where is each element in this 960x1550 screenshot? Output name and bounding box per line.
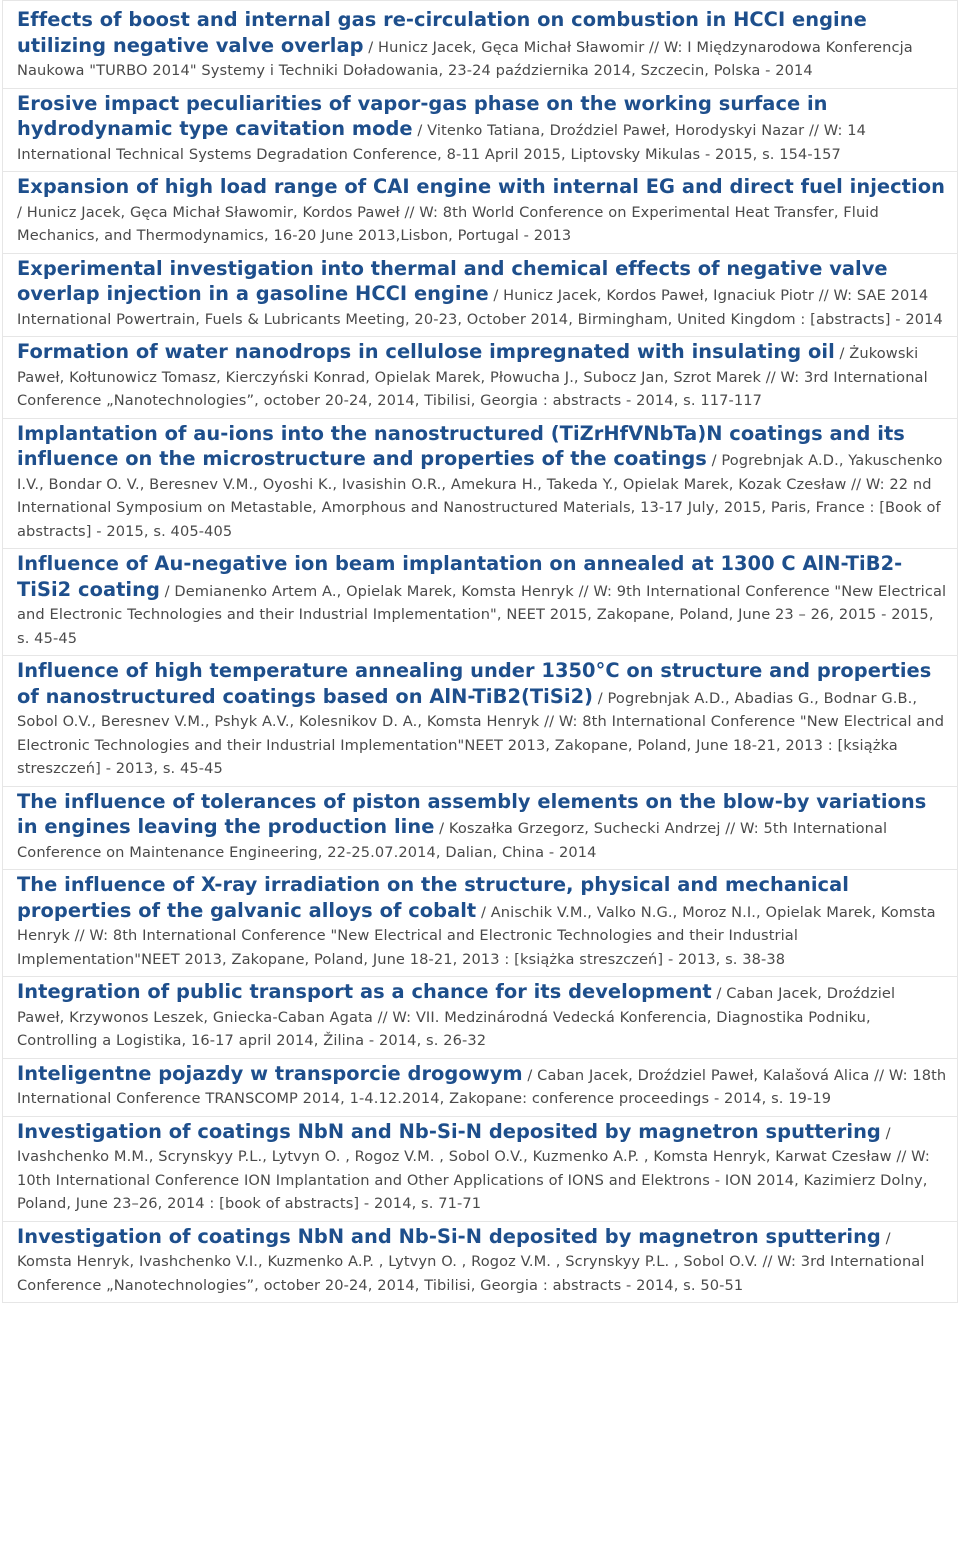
publication-details: / Caban Jacek, Droździel Paweł, Kalašová Alica // W: 18th International Conference TRANSCOMP 2014, 1-4.12.2014, Zakopane: conference proceedings - 2014, s. 19-19 [17, 1066, 947, 1107]
publication-details: / Pogrebnjak A.D., Abadias G., Bodnar G.B., Sobol O.V., Beresnev V.M., Pshyk A.V., Kolesnikov D. A., Komsta Henryk // W: 8th International Conference "New Electrical and Electronic Technologies and their Industrial Implementation"NEET 2013, Zakopane, Poland, June 18-21, 2013 : [książka streszczeń] - 2013, s. 45-45 [17, 689, 945, 777]
publication-title[interactable]: Inteligentne pojazdy w transporcie drogowym [17, 1061, 523, 1085]
publication-title[interactable]: Erosive impact peculiarities of vapor-gas phase on the working surface in hydrodynamic type cavitation mode [17, 91, 828, 140]
publication-entry [2, 1059, 958, 1117]
publication-title[interactable]: Influence of Au-negative ion beam implantation on annealed at 1300 C AlN-TiB2-TiSi2 coating [17, 552, 903, 601]
publication-details: / Hunicz Jacek, Gęca Michał Sławomir, Kordos Paweł // W: 8th World Conference on Experimental Heat Transfer, Fluid Mechanics, and Thermodynamics, 16-20 June 2013,Lisbon, Portugal - 2013 [17, 203, 879, 244]
publication-title[interactable]: Effects of boost and internal gas re-circulation on combustion in HCCI engine utilizing negative valve overlap [17, 8, 867, 57]
publication-entry [2, 1222, 958, 1304]
publication-details: / Komsta Henryk, Ivashchenko V.I., Kuzmenko A.P. , Lytvyn O. , Rogoz V.M. , Scrynskyy P.L. , Sobol O.V. // W: 3rd International Conference „Nanotechnologies”, october 20-24, 2014, Tibilisi, Georgia : abstracts - 2014, s. 50-51 [17, 1229, 925, 1294]
publication-details: / Demianenko Artem A., Opielak Marek, Komsta Henryk // W: 9th International Conference "New Electrical and Electronic Technologies and their Industrial Implementation", NEET 2015, Zakopane, Poland, June 23 – 26, 2015 - 2015, s. 45-45 [17, 582, 947, 647]
publication-entry [2, 89, 958, 173]
publication-list [2, 0, 958, 1303]
publication-title[interactable]: Investigation of coatings NbN and Nb-Si-N deposited by magnetron sputtering [17, 1119, 881, 1143]
publication-title[interactable]: The influence of tolerances of piston assembly elements on the blow-by variations in engines leaving the production line [17, 789, 927, 838]
publication-title[interactable]: Influence of high temperature annealing under 1350°C on structure and properties of nanostructured coatings based on AlN-TiB2(TiSi2) [17, 659, 932, 708]
publication-details: / Koszałka Grzegorz, Suchecki Andrzej // W: 5th International Conference on Maintenance Engineering, 22-25.07.2014, Dalian, China - 2014 [17, 820, 888, 861]
publication-entry [2, 172, 958, 254]
publication-entry [2, 549, 958, 656]
publication-title[interactable]: Investigation of coatings NbN and Nb-Si-N deposited by magnetron sputtering [17, 1224, 881, 1248]
publication-details: / Hunicz Jacek, Gęca Michał Sławomir // W: I Międzynarodowa Konferencja Naukowa "TURBO 2014" Systemy i Techniki Doładowania, 23-24 października 2014, Szczecin, Polska - 2014 [17, 38, 913, 79]
publication-title[interactable]: Integration of public transport as a chance for its development [17, 980, 712, 1003]
publication-entry [2, 870, 958, 977]
publication-details: / Hunicz Jacek, Kordos Paweł, Ignaciuk Piotr // W: SAE 2014 International Powertrain, Fuels & Lubricants Meeting, 20-23, October 2014, Birmingham, United Kingdom : [abstracts] - 2014 [17, 287, 943, 328]
publication-title[interactable]: Formation of water nanodrops in cellulose impregnated with insulating oil [17, 340, 835, 363]
publication-entry [2, 419, 958, 550]
publication-entry [2, 656, 958, 787]
publication-entry [2, 977, 958, 1059]
publication-details: / Anischik V.M., Valko N.G., Moroz N.I., Opielak Marek, Komsta Henryk // W: 8th International Conference "New Electrical and Electronic Technologies and their Industrial Implementation"NEET 2013, Zakopane, Poland, June 18-21, 2013 : [książka streszczeń] - 2013, s. 38-38 [17, 903, 936, 968]
publication-entry [2, 254, 958, 338]
publication-title[interactable]: Implantation of au-ions into the nanostructured (TiZrHfVNbTa)N coatings and its influence on the microstructure and properties of the coatings [17, 421, 905, 470]
publication-entry [2, 0, 958, 89]
publication-entry [2, 1117, 958, 1222]
publication-title[interactable]: Experimental investigation into thermal and chemical effects of negative valve overlap injection in a gasoline HCCI engine [17, 256, 888, 305]
publication-details: / Caban Jacek, Droździel Paweł, Krzywonos Leszek, Gniecka-Caban Agata // W: VII. Medzinárodná Vedecká Konferencia, Diagnostika Podniku, Controlling a Logistika, 16-17 april 2014, Žilina - 2014, s. 26-32 [17, 985, 896, 1049]
publication-details: / Ivashchenko M.M., Scrynskyy P.L., Lytvyn O. , Rogoz V.M. , Sobol O.V., Kuzmenko A.P. , Komsta Henryk, Karwat Czesław // W: 10th International Conference ION Implantation and Other Applications of IONS and Elektrons - ION 2014, Kazimierz Dolny, Poland, June 23–26, 2014 : [book of abstracts] - 2014, s. 71-71 [17, 1124, 930, 1212]
publication-entry [2, 787, 958, 871]
publication-title[interactable]: Expansion of high load range of CAI engine with internal EG and direct fuel injection [17, 175, 945, 198]
publication-details: / Vitenko Tatiana, Droździel Paweł, Horodyskyi Nazar // W: 14 International Technical Systems Degradation Conference, 8-11 April 2015, Liptovsky Mikulas - 2015, s. 154-157 [17, 122, 866, 163]
publication-details: / Pogrebnjak A.D., Yakuschenko I.V., Bondar O. V., Beresnev V.M., Oyoshi K., Ivasishin O.R., Amekura H., Takeda Y., Opielak Marek, Kozak Czesław // W: 22 nd International Symposium on Metastable, Amorphous and Nanostructured Materials, 13-17 July, 2015, Paris, France : [Book of abstracts] - 2015, s. 405-405 [17, 452, 943, 540]
publication-details: / Żukowski Paweł, Kołtunowicz Tomasz, Kierczyński Konrad, Opielak Marek, Płowucha J., Subocz Jan, Szrot Marek // W: 3rd International Conference „Nanotechnologies”, october 20-24, 2014, Tibilisi, Georgia : abstracts - 2014, s. 117-117 [17, 345, 928, 409]
publication-entry [2, 337, 958, 419]
publication-title[interactable]: The influence of X-ray irradiation on the structure, physical and mechanical properties of the galvanic alloys of cobalt [17, 873, 849, 922]
